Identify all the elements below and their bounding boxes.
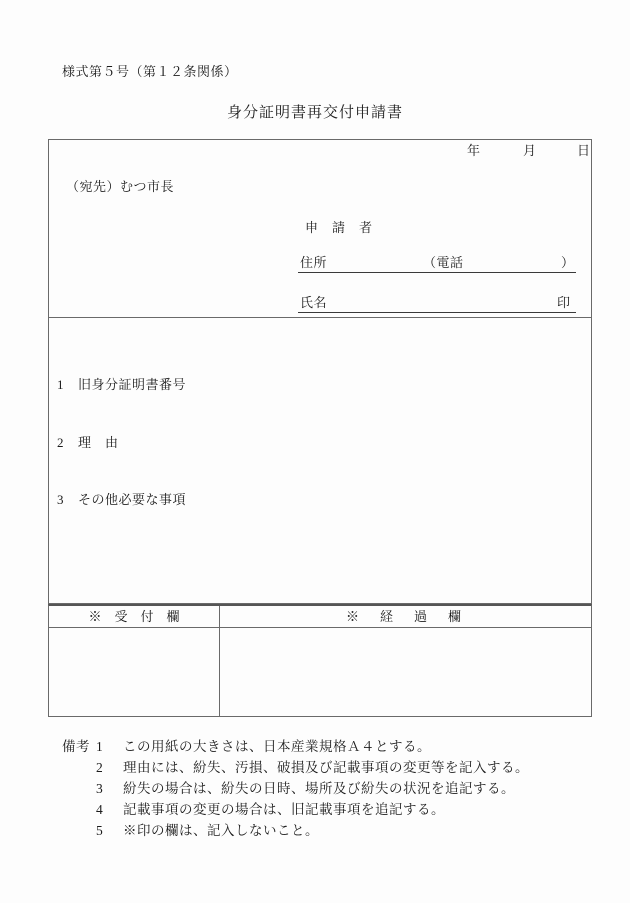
note-text: この用紙の大きさは、日本産業規格Ａ４とする。	[123, 739, 431, 754]
item-label: 理 由	[78, 435, 119, 450]
note-line	[62, 799, 529, 820]
note-line	[62, 757, 529, 778]
note-text: ※印の欄は、記入しないこと。	[123, 823, 319, 838]
note-line	[62, 736, 529, 757]
seal-label: 印	[557, 295, 571, 310]
note-text: 記載事項の変更の場合は、旧記載事項を追記する。	[123, 802, 445, 817]
reception-body-cell	[49, 628, 220, 716]
item-number: 2	[57, 435, 64, 450]
section-divider	[49, 317, 591, 318]
form-item-old-certificate-number	[57, 377, 186, 393]
progress-header-cell: ※ 経 過 欄	[220, 606, 591, 628]
note-line	[62, 778, 529, 799]
item-label: 旧身分証明書番号	[78, 377, 187, 392]
addressee-line: （宛先）むつ市長	[66, 179, 175, 194]
date-day-label: 日	[577, 143, 591, 158]
note-text: 理由には、紛失、汚損、破損及び記載事項の変更等を記入する。	[123, 760, 529, 775]
reception-progress-table	[48, 604, 592, 717]
note-text: 紛失の場合は、紛失の日時、場所及び紛失の状況を追記する。	[123, 781, 515, 796]
application-form-box	[48, 139, 592, 604]
page-title: 身分証明書再交付申請書	[226, 105, 403, 121]
note-number: 4	[96, 802, 104, 817]
notes-section	[62, 736, 529, 841]
address-field	[298, 253, 576, 273]
address-label: 住所	[300, 255, 328, 270]
form-item-other-matters	[57, 492, 186, 508]
item-label: その他必要な事項	[78, 492, 187, 507]
note-number: 3	[96, 781, 104, 796]
item-number: 3	[57, 492, 64, 507]
phone-close-paren: ）	[561, 255, 575, 270]
date-month-label: 月	[523, 143, 537, 158]
notes-label: 備考	[62, 739, 90, 754]
item-number: 1	[57, 377, 64, 392]
applicant-label: 申 請 者	[305, 220, 373, 235]
note-line	[62, 820, 529, 841]
form-number-line: 様式第５号（第１２条関係）	[62, 64, 238, 79]
date-year-label: 年	[467, 143, 481, 158]
note-number: 1	[96, 739, 104, 754]
form-item-reason	[57, 435, 119, 451]
name-field	[298, 293, 576, 313]
reception-header-cell: ※ 受 付 欄	[49, 606, 220, 628]
note-number: 5	[96, 823, 104, 838]
progress-body-cell	[220, 628, 591, 716]
phone-label: （電話	[423, 255, 464, 270]
note-number: 2	[96, 760, 104, 775]
name-label: 氏名	[300, 295, 328, 310]
